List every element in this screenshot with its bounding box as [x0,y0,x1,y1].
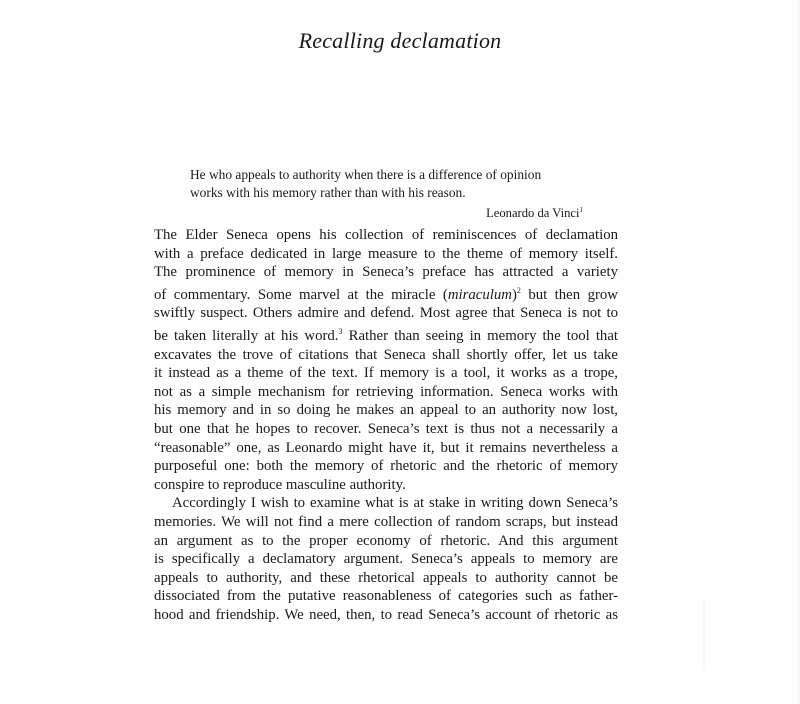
page-artifact [703,600,705,670]
text-line: swiftly suspect. Others admire and defend. Most agree that Seneca is not to [154,305,618,322]
epigraph-attribution [190,202,583,221]
page-edge [796,0,800,704]
text-line: The prominence of memory in Seneca’s preface has attracted a variety [154,264,618,281]
text-line: “reasonable” one, as Leonardo might have it, but it remains nevertheless a [154,439,618,456]
text-line: purposeful one: both the memory of rhetoric and the rhetoric of memory [154,458,618,475]
text-line: The Elder Seneca opens his collection of reminiscences of declamation [154,227,618,243]
text-line: Accordingly I wish to examine what is at stake in writing down Seneca’s [172,495,618,512]
text-line: excavates the trove of citations that Seneca shall shortly offer, let us take [154,346,618,363]
text-line: with a preface dedicated in large measure to the theme of memory itself. [154,245,618,262]
chapter-title: Recalling declamation [298,28,502,53]
text-run: but then grow [520,286,618,303]
footnote-marker: 2 [516,285,521,295]
text-line: appeals to authority, and these rhetorical appeals to authority cannot be [154,569,618,586]
italic-term: miraculum [447,286,512,303]
text-run: of commentary. Some marvel at the miracle ( [154,286,448,303]
text-line: not as a simple mechanism for retrieving information. Seneca works with [154,383,618,400]
footnote-marker: 3 [338,326,343,336]
text-line: dissociated from the putative reasonableness of categories such as father- [154,588,618,605]
text-line [154,323,618,346]
text-line: hood and friendship. We need, then, to read Seneca’s account of rhetoric as [154,606,618,623]
footnote-marker: 1 [579,206,583,214]
epigraph-author: Leonardo da Vinci [486,206,580,220]
text-run: Rather than seeing in memory the tool that [342,327,619,344]
text-line: memories. We will not find a mere collection of random scraps, but instead [154,513,618,530]
text-line: it instead as a theme of the text. If memory is a tool, it works as a trope, [154,365,618,382]
text-run: ) [511,286,517,303]
epigraph-line: He who appeals to authority when there is a difference of opinion [190,167,542,182]
text-line: his memory and in so doing he makes an appeal to an authority now lost, [154,402,618,419]
text-line: is specifically a declamatory argument. Seneca’s appeals to memory are [154,551,618,568]
text-line: conspire to reproduce masculine authority. [154,476,406,493]
text-line [154,282,618,305]
text-line: but one that he hopes to recover. Seneca’s text is thus not a necessarily a [154,420,618,437]
body-text [154,226,618,624]
text-line: an argument as to the proper economy of rhetoric. And this argument [154,532,618,549]
text-run: be taken literally at his word. [154,327,339,344]
epigraph-line: works with his memory rather than with his reason. [190,185,466,200]
epigraph-quote [190,166,583,202]
